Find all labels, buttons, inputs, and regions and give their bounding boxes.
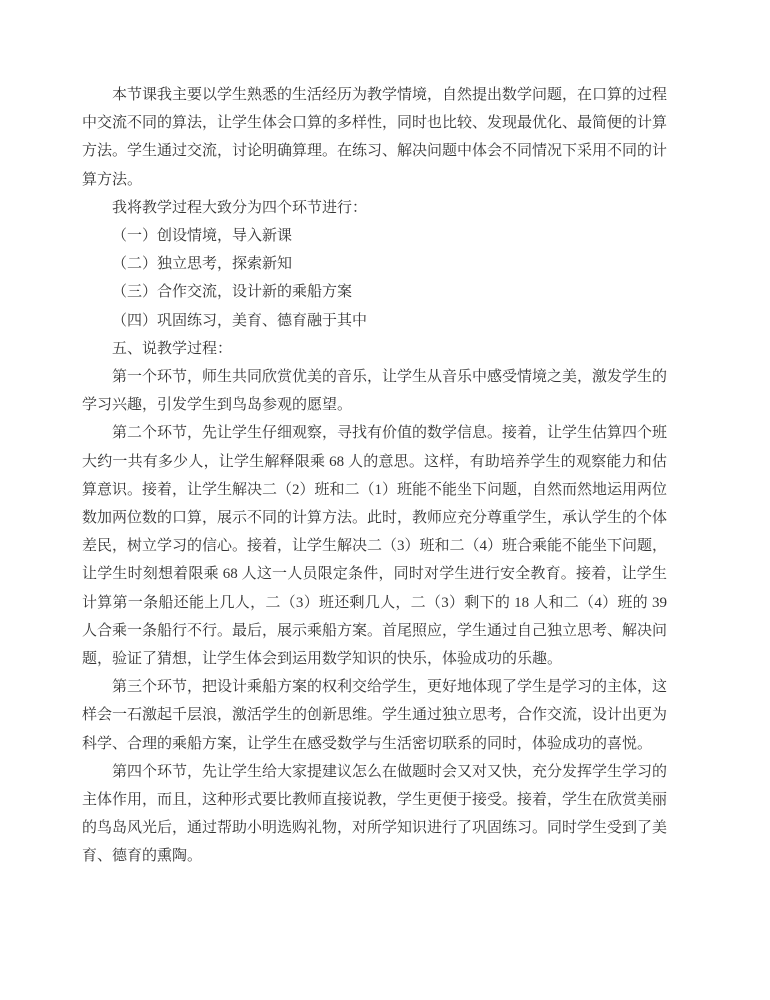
document-text-block (82, 81, 667, 871)
paragraph: 第二个环节，先让学生仔细观察，寻找有价值的数学信息。接着，让学生估算四个班大约一共有多少人，让学生解释限乘 68 人的意思。这样，有助培养学生的观察能力和估算意识。接着，让学生解决二（2）班和二（1）班能不能坐下问题，自然而然地运用两位数加两位数的口算，展示不同的计算方法。此时，教师应充分尊重学生，承认学生的个体差民，树立学习的信心。接着，让学生解决二（3）班和二（4）班合乘能不能坐下问题，让学生时刻想着限乘 68 人这一人员限定条件，同时对学生进行安全教育。接着，让学生计算第一条船还能上几人，二（3）班还剩几人，二（3）剩下的 18 人和二（4）班的 39 人合乘一条船行不行。最后，展示乘船方案。首尾照应，学生通过自己独立思考、解决问题，验证了猜想，让学生体会到运用数学知识的快乐，体验成功的乐趣。 (82, 425, 668, 668)
paragraph: （二）独立思考，探索新知 (112, 256, 293, 273)
paragraph: 第一个环节，师生共同欣赏优美的音乐，让学生从音乐中感受情境之美，激发学生的学习兴趣，引发学生到鸟岛参观的愿望。 (82, 369, 668, 414)
paragraph: （一）创设情境，导入新课 (112, 228, 293, 245)
paragraph: 五、说教学过程： (112, 340, 233, 357)
paragraph: 第四个环节，先让学生给大家提建议怎么在做题时会又对又快，充分发挥学生学习的主体作用，而且，这种形式要比教师直接说教，学生更便于接受。接着，学生在欣赏美丽的鸟岛风光后，通过帮助小明选购礼物，对所学知识进行了巩固练习。同时学生受到了美育、德育的熏陶。 (82, 763, 668, 865)
paragraph: 第三个环节，把设计乘船方案的权利交给学生，更好地体现了学生是学习的主体，这样会一石激起千层浪，激活学生的创新思维。学生通过独立思考，合作交流，设计出更为科学、合理的乘船方案，让学生在感受数学与生活密切联系的同时，体验成功的喜悦。 (82, 679, 668, 752)
paragraph: （四）巩固练习，美育、德育融于其中 (112, 312, 368, 329)
paragraph: 我将教学过程大致分为四个环节进行： (112, 199, 368, 216)
paragraph: （三）合作交流，设计新的乘船方案 (112, 284, 353, 301)
paragraph: 本节课我主要以学生熟悉的生活经历为教学情境，自然提出数学问题，在口算的过程中交流不同的算法，让学生体会口算的多样性，同时也比较、发现最优化、最简便的计算方法。学生通过交流，讨论明确算理。在练习、解决问题中体会不同情况下采用不同的计算方法。 (82, 87, 668, 188)
